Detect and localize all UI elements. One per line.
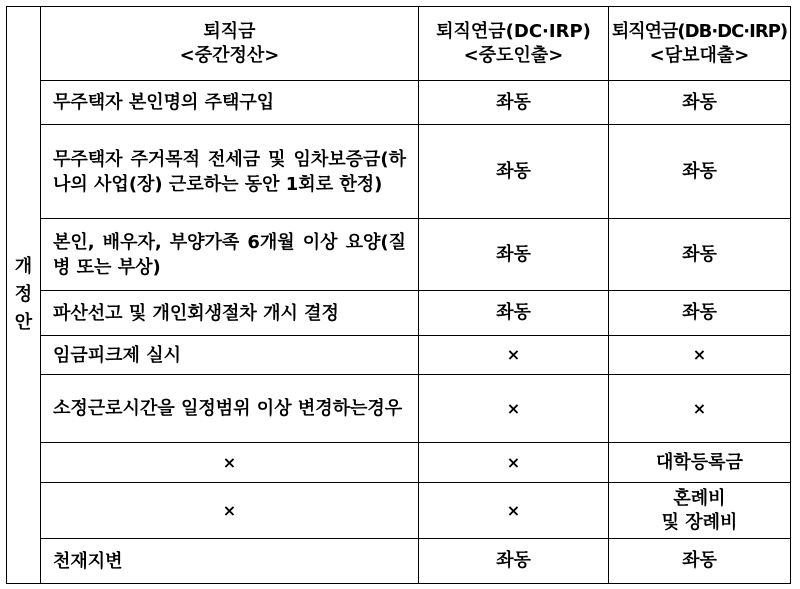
- cell-value: 좌동: [682, 302, 717, 323]
- row-col2: [419, 336, 609, 375]
- table-row: [7, 291, 791, 336]
- side-label-char: 정: [14, 284, 33, 305]
- cell-value: 좌동: [496, 243, 531, 265]
- header-col3-sub: <담보대출>: [649, 44, 750, 66]
- row-col3: [609, 125, 791, 219]
- cell-value: ×: [692, 345, 707, 364]
- cell-value: ×: [506, 500, 521, 520]
- row-item: 소정근로시간을 일정범위 이상 변경하는경우: [41, 375, 419, 443]
- cell-value: 좌동: [682, 550, 717, 571]
- row-item: 천재지변: [41, 539, 419, 584]
- row-item: 본인, 배우자, 부양가족 6개월 이상 요양(질병 또는 부상): [41, 219, 419, 291]
- row-col3: [609, 291, 791, 336]
- cell-value: ×: [506, 452, 521, 472]
- cell-value: 좌동: [496, 302, 531, 323]
- row-col3: [609, 443, 791, 483]
- cell-value: ×: [692, 398, 707, 418]
- header-col3: [609, 7, 791, 81]
- cell-value: 좌동: [682, 243, 717, 265]
- cell-value: 혼례비: [673, 487, 726, 509]
- row-col3: [609, 219, 791, 291]
- comparison-table: [6, 6, 791, 584]
- header-col2-sub: <중도인출>: [463, 44, 564, 66]
- table-row: [7, 219, 791, 291]
- cell-value: 및 장례비: [661, 511, 738, 533]
- table-row: [7, 483, 791, 539]
- row-col2: [419, 219, 609, 291]
- side-label-char: 개: [14, 256, 33, 277]
- side-label: [7, 7, 41, 584]
- cell-value: 좌동: [682, 160, 717, 182]
- header-row: [7, 7, 791, 81]
- header-col2-title: 퇴직연금(DC·IRP): [436, 20, 591, 42]
- row-item: 파산선고 및 개인회생절차 개시 결정: [41, 291, 419, 336]
- row-item: ×: [41, 483, 419, 539]
- row-item: 무주택자 본인명의 주택구입: [41, 81, 419, 125]
- row-col3: [609, 483, 791, 539]
- row-item: 무주택자 주거목적 전세금 및 임차보증금(하나의 사업(장) 근로하는 동안 1회로 한정): [41, 125, 419, 219]
- header-col1: [41, 7, 419, 81]
- table-row: [7, 443, 791, 483]
- row-col2: [419, 539, 609, 584]
- cell-value: ×: [506, 398, 521, 418]
- cell-value: 좌동: [496, 160, 531, 182]
- table-row: [7, 336, 791, 375]
- row-col3: [609, 81, 791, 125]
- header-col2: [419, 7, 609, 81]
- cell-value: 좌동: [682, 91, 717, 113]
- cell-value: 좌동: [496, 550, 531, 571]
- table-row: [7, 539, 791, 584]
- cell-value: 좌동: [496, 91, 531, 113]
- row-item: ×: [41, 443, 419, 483]
- row-col3: [609, 539, 791, 584]
- row-col2: [419, 291, 609, 336]
- header-col1-sub: <중간정산>: [179, 44, 280, 66]
- side-label-char: 안: [14, 312, 33, 333]
- cell-value: 대학등록금: [656, 451, 743, 473]
- row-col2: [419, 125, 609, 219]
- table-row: [7, 375, 791, 443]
- row-col3: [609, 375, 791, 443]
- row-col2: [419, 81, 609, 125]
- row-item: 임금피크제 실시: [41, 336, 419, 375]
- table-row: [7, 81, 791, 125]
- cell-value: ×: [506, 345, 521, 364]
- row-col3: [609, 336, 791, 375]
- header-col1-title: 퇴직금: [203, 20, 256, 42]
- header-col3-title: 퇴직연금(DB·DC·IRP): [611, 20, 788, 42]
- row-col2: [419, 375, 609, 443]
- row-col2: [419, 443, 609, 483]
- table-row: [7, 125, 791, 219]
- row-col2: [419, 483, 609, 539]
